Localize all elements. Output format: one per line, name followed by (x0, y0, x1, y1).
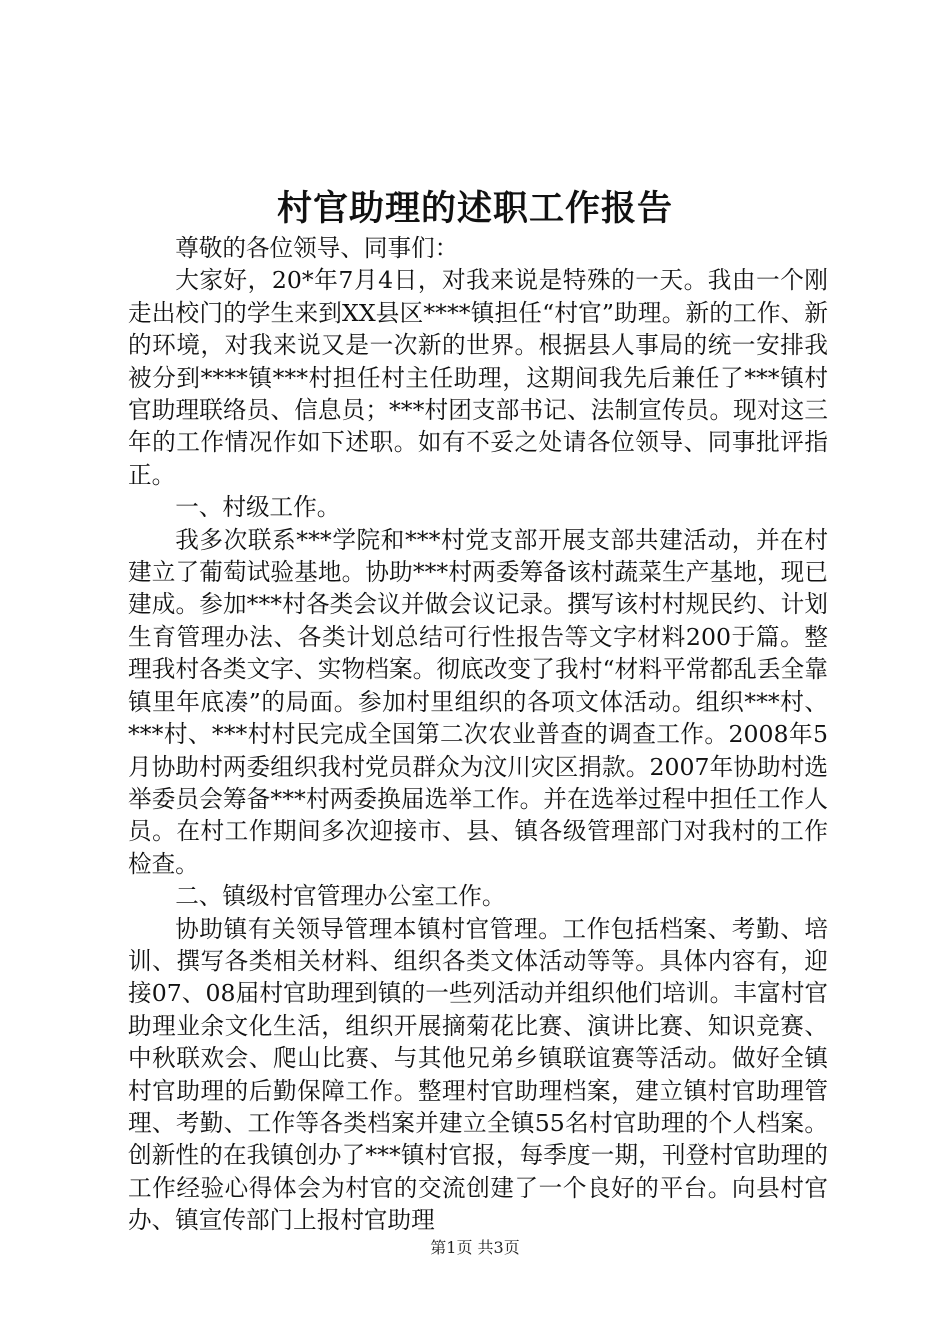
section-heading-town-office-work: 二、镇级村官管理办公室工作。 (175, 882, 506, 911)
section-heading-village-work: 一、村级工作。 (175, 493, 341, 522)
village-work-paragraph: 我多次联系***学院和***村党支部开展支部共建活动，并在村建立了葡萄试验基地。协助***村两委筹备该村蔬菜生产基地，现已建成。参加***村各类会议并做会议记录。撰写该村村规民约、计划生育管理办法、各类计划总结可行性报告等文字材料200于篇。整理我村各类文字、实物档案。彻底改变了我村“材料平常都乱丢全靠镇里年底凑”的局面。参加村里组织的各项文体活动。组织***村、***村、***村村民完成全国第二次农业普查的调查工作。2008年5月协助村两委组织我村党员群众为汶川灾区捐款。2007年协助村选举委员会筹备***村两委换届选举工作。并在选举过程中担任工作人员。在村工作期间多次迎接市、县、镇各级管理部门对我村的工作检查。 (128, 525, 828, 878)
town-office-work-paragraph: 协助镇有关领导管理本镇村官管理。工作包括档案、考勤、培训、撰写各类相关材料、组织各类文体活动等等。具体内容有，迎接07、08届村官助理到镇的一些列活动并组织他们培训。丰富村官助理业余文化生活，组织开展摘菊花比赛、演讲比赛、知识竞赛、中秋联欢会、爬山比赛、与其他兄弟乡镇联谊赛等活动。做好全镇村官助理的后勤保障工作。整理村官助理档案，建立镇村官助理管理、考勤、工作等各类档案并建立全镇55名村官助理的个人档案。创新性的在我镇创办了***镇村官报，每季度一期，刊登村官助理的工作经验心得体会为村官的交流创建了一个良好的平台。向县村官办、镇宣传部门上报村官助理 (128, 914, 828, 1235)
salutation-paragraph: 尊敬的各位领导、同事们： (175, 234, 459, 262)
page-number-footer: 第1页 共3页 (430, 1238, 520, 1257)
intro-paragraph: 大家好，20*年7月4日，对我来说是特殊的一天。我由一个刚走出校门的学生来到XX县区****镇担任“村官”助理。新的工作、新的环境，对我来说又是一次新的世界。根据县人事局的统一安排我被分到****镇***村担任村主任助理，这期间我先后兼任了***镇村官助理联络员、信息员；***村团支部书记、法制宣传员。现对这三年的工作情况作如下述职。如有不妥之处请各位领导、同事批评指正。 (128, 266, 828, 489)
document-title: 村官助理的述职工作报告 (276, 188, 673, 229)
document-body (128, 232, 828, 1237)
